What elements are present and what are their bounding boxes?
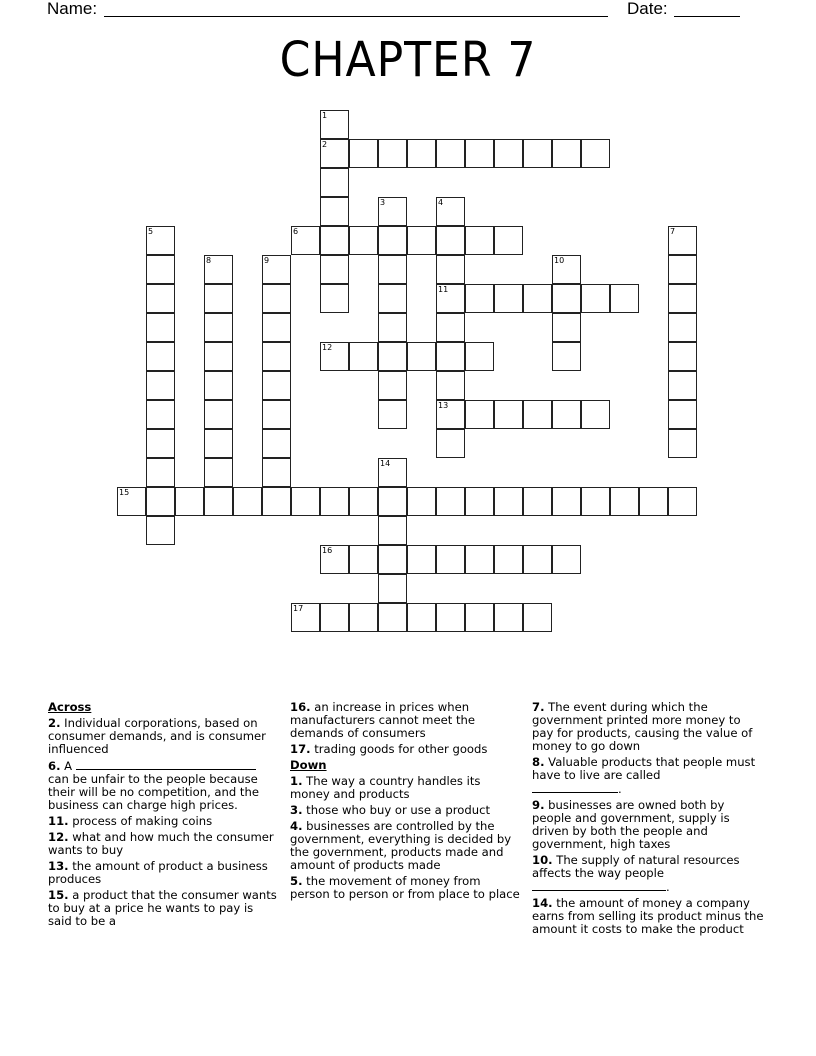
crossword-cell[interactable] <box>668 400 697 429</box>
crossword-cell[interactable] <box>378 400 407 429</box>
crossword-cell[interactable] <box>378 545 407 574</box>
crossword-cell[interactable] <box>407 342 436 371</box>
crossword-cell[interactable] <box>668 255 697 284</box>
crossword-cell[interactable] <box>523 603 552 632</box>
clue-number: 11. <box>48 814 69 828</box>
crossword-cell[interactable] <box>204 284 233 313</box>
crossword-cell[interactable] <box>436 197 465 226</box>
crossword-cell[interactable] <box>262 284 291 313</box>
crossword-cell[interactable] <box>552 487 581 516</box>
clue-number: 14. <box>532 896 553 910</box>
answer-blank <box>532 880 666 891</box>
clue-number: 2. <box>48 716 61 730</box>
crossword-cell[interactable] <box>349 487 378 516</box>
crossword-cell[interactable] <box>668 313 697 342</box>
clue-text: process of making coins <box>72 814 213 828</box>
clue-number: 5. <box>290 874 303 888</box>
crossword-cell[interactable] <box>465 139 494 168</box>
crossword-cell[interactable] <box>494 400 523 429</box>
clue-text: The event during which the government printed more money to pay for products, causing the value of money to go down <box>532 700 753 753</box>
clue-number-label: 5 <box>148 227 154 236</box>
crossword-cell[interactable] <box>436 487 465 516</box>
crossword-cell[interactable] <box>436 400 465 429</box>
crossword-cell[interactable] <box>610 284 639 313</box>
crossword-cell[interactable] <box>146 458 175 487</box>
crossword-cell[interactable] <box>407 603 436 632</box>
clue-text: the amount of money a company earns from selling its product minus the amount it costs to make the product <box>532 896 764 936</box>
crossword-cell[interactable] <box>436 342 465 371</box>
clue-text: what and how much the consumer wants to buy <box>48 830 274 857</box>
clue-number-label: 7 <box>670 227 676 236</box>
clue-text: Individual corporations, based on consumer demands, and is consumer influenced <box>48 716 266 756</box>
crossword-cell[interactable] <box>523 487 552 516</box>
clue-across-12 <box>48 831 280 857</box>
clue-number-label: 9 <box>264 256 270 265</box>
crossword-cell[interactable] <box>291 226 320 255</box>
crossword-cell[interactable] <box>378 139 407 168</box>
crossword-cell[interactable] <box>436 139 465 168</box>
crossword-cell[interactable] <box>320 255 349 284</box>
clue-text: businesses are controlled by the government, everything is decided by the government, products made and amount of products made <box>290 819 512 872</box>
crossword-cell[interactable] <box>581 139 610 168</box>
page-title: CHAPTER 7 <box>279 32 537 88</box>
clue-text-suffix: . <box>666 880 670 894</box>
crossword-cell[interactable] <box>146 284 175 313</box>
clue-across-15 <box>48 889 280 928</box>
crossword-cell[interactable] <box>378 603 407 632</box>
crossword-cell[interactable] <box>668 429 697 458</box>
crossword-cell[interactable] <box>407 487 436 516</box>
crossword-cell[interactable] <box>349 342 378 371</box>
crossword-cell[interactable] <box>523 400 552 429</box>
clue-down-4 <box>290 820 522 872</box>
crossword-cell[interactable] <box>494 545 523 574</box>
crossword-cell[interactable] <box>378 458 407 487</box>
crossword-cell[interactable] <box>465 487 494 516</box>
down-heading: Down <box>290 758 327 772</box>
crossword-cell[interactable] <box>581 487 610 516</box>
crossword-cell[interactable] <box>552 139 581 168</box>
crossword-cell[interactable] <box>262 255 291 284</box>
crossword-cell[interactable] <box>494 603 523 632</box>
clue-down-3 <box>290 804 522 817</box>
crossword-cell[interactable] <box>639 487 668 516</box>
crossword-cell[interactable] <box>320 139 349 168</box>
clue-across-13 <box>48 860 280 886</box>
clue-down-1 <box>290 775 522 801</box>
crossword-cell[interactable] <box>436 255 465 284</box>
clue-text: The way a country handles its money and products <box>290 774 481 801</box>
clue-across-17 <box>290 743 522 756</box>
crossword-cell[interactable] <box>204 371 233 400</box>
clues-column-2 <box>290 701 522 904</box>
clue-number: 1. <box>290 774 303 788</box>
crossword-cell[interactable] <box>494 284 523 313</box>
crossword-cell[interactable] <box>436 226 465 255</box>
clue-down-8 <box>532 756 764 796</box>
clue-number-label: 6 <box>293 227 299 236</box>
crossword-cell[interactable] <box>146 487 175 516</box>
clue-text: an increase in prices when manufacturers cannot meet the demands of consumers <box>290 700 476 740</box>
clue-number-label: 12 <box>322 343 333 352</box>
crossword-cell[interactable] <box>523 139 552 168</box>
crossword-cell[interactable] <box>204 458 233 487</box>
crossword-cell[interactable] <box>146 400 175 429</box>
crossword-cell[interactable] <box>291 487 320 516</box>
crossword-cell[interactable] <box>320 168 349 197</box>
across-heading: Across <box>48 700 92 714</box>
name-label: Name: <box>47 0 98 18</box>
crossword-cell[interactable] <box>465 400 494 429</box>
clue-number: 12. <box>48 830 69 844</box>
crossword-cell[interactable] <box>378 342 407 371</box>
crossword-cell[interactable] <box>668 487 697 516</box>
crossword-cell[interactable] <box>407 139 436 168</box>
crossword-cell[interactable] <box>465 545 494 574</box>
crossword-cell[interactable] <box>378 197 407 226</box>
crossword-cell[interactable] <box>262 342 291 371</box>
crossword-cell[interactable] <box>494 226 523 255</box>
clue-number-label: 1 <box>322 111 328 120</box>
crossword-cell[interactable] <box>146 313 175 342</box>
clue-number: 6. <box>48 759 61 773</box>
clue-text: can be unfair to the people because their will be no competition, and the business can charge high prices. <box>48 772 259 812</box>
crossword-cell[interactable] <box>349 603 378 632</box>
clue-down-14 <box>532 897 764 936</box>
clue-number-label: 16 <box>322 546 333 555</box>
clue-number: 16. <box>290 700 311 714</box>
crossword-cell[interactable] <box>262 371 291 400</box>
clue-text-suffix: . <box>618 782 622 796</box>
crossword-cell[interactable] <box>378 313 407 342</box>
clue-number-label: 4 <box>438 198 444 207</box>
crossword-cell[interactable] <box>204 342 233 371</box>
crossword-cell[interactable] <box>494 139 523 168</box>
crossword-cell[interactable] <box>465 226 494 255</box>
clue-down-5 <box>290 875 522 901</box>
crossword-cell[interactable] <box>581 400 610 429</box>
crossword-cell[interactable] <box>378 226 407 255</box>
clue-text: trading goods for other goods <box>314 742 488 756</box>
clue-number-label: 3 <box>380 198 386 207</box>
crossword-cell[interactable] <box>204 487 233 516</box>
clue-number: 4. <box>290 819 303 833</box>
crossword-cell[interactable] <box>320 487 349 516</box>
clue-number-label: 11 <box>438 285 449 294</box>
crossword-cell[interactable] <box>233 487 262 516</box>
crossword-cell[interactable] <box>552 545 581 574</box>
crossword-cell[interactable] <box>204 400 233 429</box>
clue-number: 13. <box>48 859 69 873</box>
crossword-cell[interactable] <box>349 139 378 168</box>
answer-blank <box>532 782 618 793</box>
clue-number: 7. <box>532 700 545 714</box>
crossword-cell[interactable] <box>320 197 349 226</box>
crossword-cell[interactable] <box>320 603 349 632</box>
crossword-cell[interactable] <box>204 255 233 284</box>
clue-text: those who buy or use a product <box>306 803 491 817</box>
clue-number-label: 2 <box>322 140 328 149</box>
crossword-cell[interactable] <box>378 574 407 603</box>
crossword-cell[interactable] <box>407 545 436 574</box>
crossword-cell[interactable] <box>436 284 465 313</box>
clue-number-label: 13 <box>438 401 449 410</box>
clue-number: 10. <box>532 853 553 867</box>
crossword-cell[interactable] <box>668 284 697 313</box>
crossword-cell[interactable] <box>436 545 465 574</box>
date-label: Date: <box>627 0 668 18</box>
crossword-cell[interactable] <box>349 226 378 255</box>
crossword-cell[interactable] <box>668 342 697 371</box>
crossword-cell[interactable] <box>407 226 436 255</box>
crossword-cell[interactable] <box>552 284 581 313</box>
clue-number-label: 10 <box>554 256 565 265</box>
crossword-cell[interactable] <box>320 226 349 255</box>
clue-text-prefix: A <box>64 759 73 773</box>
clue-down-10 <box>532 854 764 894</box>
crossword-cell[interactable] <box>262 487 291 516</box>
crossword-cell[interactable] <box>146 255 175 284</box>
clue-across-16 <box>290 701 522 740</box>
crossword-cell[interactable] <box>552 255 581 284</box>
crossword-cell[interactable] <box>494 487 523 516</box>
crossword-cell[interactable] <box>465 284 494 313</box>
crossword-cell[interactable] <box>262 313 291 342</box>
crossword-cell[interactable] <box>378 516 407 545</box>
answer-blank <box>76 759 256 770</box>
crossword-cell[interactable] <box>668 226 697 255</box>
crossword-cell[interactable] <box>552 400 581 429</box>
crossword-cell[interactable] <box>668 371 697 400</box>
clues-column-1 <box>48 701 280 931</box>
clue-text: Valuable products that people must have to live are called <box>532 755 756 782</box>
crossword-cell[interactable] <box>146 371 175 400</box>
clue-number-label: 17 <box>293 604 304 613</box>
clue-text: The supply of natural resources affects the way people <box>532 853 740 880</box>
crossword-cell[interactable] <box>262 429 291 458</box>
clue-text: the amount of product a business produces <box>48 859 268 886</box>
crossword-cell[interactable] <box>465 603 494 632</box>
clue-number-label: 14 <box>380 459 391 468</box>
crossword-cell[interactable] <box>523 545 552 574</box>
crossword-cell[interactable] <box>378 284 407 313</box>
clues-column-3 <box>532 701 764 939</box>
crossword-cell[interactable] <box>436 371 465 400</box>
clue-down-7 <box>532 701 764 753</box>
clue-number: 9. <box>532 798 545 812</box>
clue-text: the movement of money from person to person or from place to place <box>290 874 520 901</box>
crossword-cell[interactable] <box>320 110 349 139</box>
clue-number-label: 15 <box>119 488 130 497</box>
crossword-cell[interactable] <box>320 545 349 574</box>
crossword-cell[interactable] <box>610 487 639 516</box>
crossword-cell[interactable] <box>378 487 407 516</box>
crossword-cell[interactable] <box>320 342 349 371</box>
crossword-cell[interactable] <box>146 342 175 371</box>
crossword-cell[interactable] <box>262 458 291 487</box>
crossword-cell[interactable] <box>523 284 552 313</box>
crossword-cell[interactable] <box>146 516 175 545</box>
clue-number: 3. <box>290 803 303 817</box>
crossword-cell[interactable] <box>465 342 494 371</box>
crossword-cell[interactable] <box>581 284 610 313</box>
crossword-cell[interactable] <box>378 255 407 284</box>
clue-across-6 <box>48 759 280 812</box>
crossword-cell[interactable] <box>291 603 320 632</box>
clue-text: a product that the consumer wants to buy at a price he wants to pay is said to be a <box>48 888 277 928</box>
crossword-cell[interactable] <box>204 429 233 458</box>
clue-number-label: 8 <box>206 256 212 265</box>
crossword-cell[interactable] <box>349 545 378 574</box>
clue-down-9 <box>532 799 764 851</box>
crossword-cell[interactable] <box>378 371 407 400</box>
clue-across-11 <box>48 815 280 828</box>
clue-number: 17. <box>290 742 311 756</box>
crossword-cell[interactable] <box>146 429 175 458</box>
crossword-cell[interactable] <box>320 284 349 313</box>
crossword-cell[interactable] <box>117 487 146 516</box>
clue-number: 15. <box>48 888 69 902</box>
clue-across-2 <box>48 717 280 756</box>
crossword-cell[interactable] <box>552 313 581 342</box>
crossword-cell[interactable] <box>436 603 465 632</box>
crossword-cell[interactable] <box>436 313 465 342</box>
crossword-cell[interactable] <box>204 313 233 342</box>
crossword-cell[interactable] <box>552 342 581 371</box>
crossword-cell[interactable] <box>262 400 291 429</box>
crossword-cell[interactable] <box>175 487 204 516</box>
clue-number: 8. <box>532 755 545 769</box>
crossword-cell[interactable] <box>146 226 175 255</box>
crossword-cell[interactable] <box>436 429 465 458</box>
clue-text: businesses are owned both by people and government, supply is driven by both the people and government, high taxes <box>532 798 730 851</box>
